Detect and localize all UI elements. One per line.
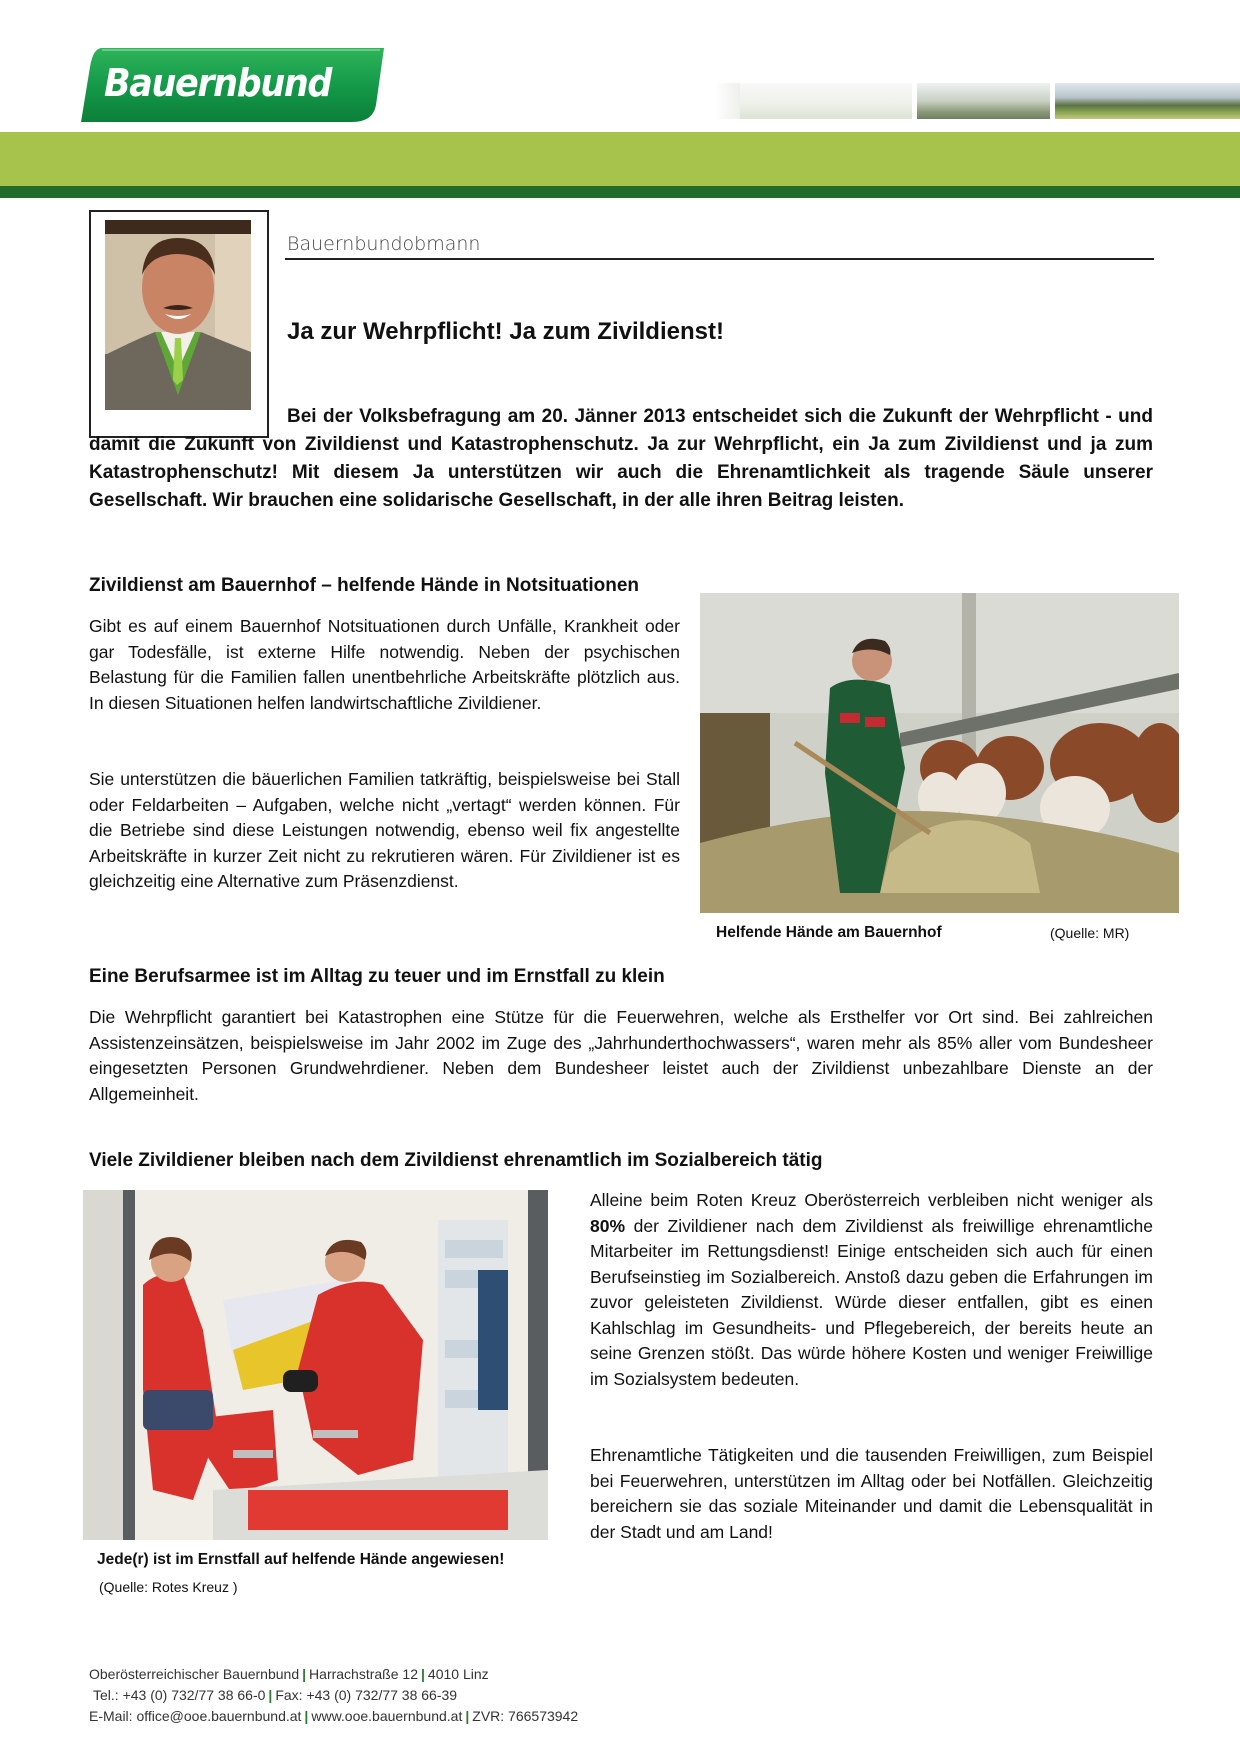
- paragraph-text: Alleine beim Roten Kreuz Oberösterreich verbleiben nicht weniger als: [590, 1190, 1153, 1210]
- footer-line-web: [89, 1706, 578, 1727]
- section-heading-sozialbereich: Viele Zivildiener bleiben nach dem Zivildienst ehrenamtlich im Sozialbereich tätig: [89, 1150, 823, 1171]
- footer-phone: Tel.: +43 (0) 732/77 38 66-0: [93, 1687, 266, 1703]
- header-rule: [285, 258, 1154, 260]
- section-heading-berufsarmee: Eine Berufsarmee ist im Alltag zu teuer und im Ernstfall zu klein: [89, 966, 665, 987]
- section-paragraph: Ehrenamtliche Tätigkeiten und die tausenden Freiwilligen, zum Beispiel bei Feuerwehren, unterstützen im Alltag oder bei Notfällen. Gleichzeitig bereichern sie das soziale Miteinander und damit die Lebensqualität in der Stadt und am Land!: [590, 1445, 1153, 1542]
- percentage-highlight: 80%: [590, 1215, 626, 1236]
- ambulance-photo-caption: Jede(r) ist im Ernstfall auf helfende Hände angewiesen!: [97, 1551, 505, 1568]
- logo-text: Bauernbund: [104, 61, 331, 105]
- header-band-dark: [0, 186, 1240, 198]
- intro-paragraph: [89, 403, 1153, 515]
- footer-fax: Fax: +43 (0) 732/77 38 66-39: [275, 1687, 458, 1703]
- banner-fade: [715, 83, 740, 119]
- footer-city: 4010 Linz: [427, 1666, 489, 1682]
- section-paragraph: Gibt es auf einem Bauernhof Notsituationen durch Unfälle, Krankheit oder gar Todesfälle, ist externe Hilfe notwendig. Neben der psychischen Belastung für die Familien fallen unentbehrliche Arbeitskräfte plötzlich aus. In diesen Situationen helfen landwirtschaftliche Zivildiener.: [89, 616, 680, 713]
- footer-email-link[interactable]: E-Mail: office@ooe.bauernbund.at: [89, 1708, 302, 1724]
- footer-website-link[interactable]: www.ooe.bauernbund.at: [311, 1708, 463, 1724]
- ambulance-photo-source: (Quelle: Rotes Kreuz ): [99, 1579, 238, 1595]
- farm-photo-source: (Quelle: MR): [1050, 925, 1130, 941]
- header-band-light: [0, 132, 1240, 186]
- section-paragraph: [590, 1188, 1153, 1392]
- intro-text: Bei der Volksbefragung am 20. Jänner 2013 entscheidet sich die Zukunft der Wehrpflicht - und damit die Zukunft von Zivildienst und Katastrophenschutz. Ja zur Wehrpflicht, ein Ja zum Zivildienst und ja zum Katastrophenschutz! Mit diesem Ja unterstützen wir auch die Ehrenamtlichkeit als tragende Säule unserer Gesellschaft. Wir brauchen eine solidarische Gesellschaft, in der alle ihren Beitrag leisten.: [89, 406, 1153, 511]
- separator-bar: |: [268, 1687, 273, 1703]
- footer-street: Harrachstraße 12: [309, 1666, 418, 1682]
- separator-bar: |: [420, 1666, 425, 1682]
- landscape-image-2: [917, 83, 1050, 119]
- footer-line-address: [89, 1664, 578, 1685]
- landscape-image-3: [1055, 83, 1240, 119]
- section-paragraph: Die Wehrpflicht garantiert bei Katastrophen eine Stütze für die Feuerwehren, welche als Ersthelfer vor Ort sind. Bei zahlreichen Assistenzeinsätzen, beispielsweise im Jahr 2002 im Zuge des „Jahrhunderthochwassers“, waren mehr als 85% aller vom Bundesheer eingesetzten Personen Grundwehrdiener. Neben dem Bundesheer leistet auch der Zivildienst unbezahlbare Dienste an der Allgemeinheit.: [89, 1007, 1153, 1104]
- author-role: Bauernbundobmann: [287, 233, 481, 255]
- section-heading-bauernhof: Zivildienst am Bauernhof – helfende Hände in Notsituationen: [89, 575, 640, 596]
- footer-zvr: ZVR: 766573942: [472, 1708, 579, 1724]
- ambulance-photo: [83, 1190, 548, 1540]
- portrait-photo: [105, 220, 251, 410]
- footer-contact: [89, 1664, 578, 1727]
- separator-bar: |: [465, 1708, 470, 1724]
- separator-bar: |: [304, 1708, 309, 1724]
- landscape-image-1: [740, 83, 912, 119]
- article-title: Ja zur Wehrpflicht! Ja zum Zivildienst!: [287, 318, 724, 345]
- footer-organization: Oberösterreichischer Bauernbund: [89, 1666, 300, 1682]
- section-paragraph: Sie unterstützen die bäuerlichen Familien tatkräftig, beispielsweise bei Stall oder Feldarbeiten – Aufgaben, welche nicht „vertagt“ werden können. Für die Betriebe sind diese Leistungen notwendig, ebenso weil fix angestellte Arbeitskräfte in kurzer Zeit nicht zu rekrutieren wären. Für Zivildiener ist es gleichzeitig eine Alternative zum Präsenzdienst.: [89, 769, 680, 891]
- separator-bar: |: [302, 1666, 307, 1682]
- paragraph-text: der Zivildiener nach dem Zivildienst als freiwillige ehrenamtliche Mitarbeiter im Rettungsdienst! Einige entscheiden sich auch für einen Berufseinstieg im Sozialbereich. Anstoß dazu geben die Erfahrungen im zuvor geleisteten Zivildienst. Würde dieser entfallen, gibt es einen Kahlschlag im Gesundheits- und Pflegebereich, der bereits heute an seine Grenzen stößt. Das würde höhere Kosten und weniger Freiwillige im Sozialsystem bedeuten.: [590, 1215, 1153, 1389]
- farm-photo-caption: Helfende Hände am Bauernhof: [716, 924, 942, 941]
- farm-photo: [700, 593, 1179, 913]
- footer-line-phone: [89, 1685, 578, 1706]
- bauernbund-logo: [80, 47, 384, 123]
